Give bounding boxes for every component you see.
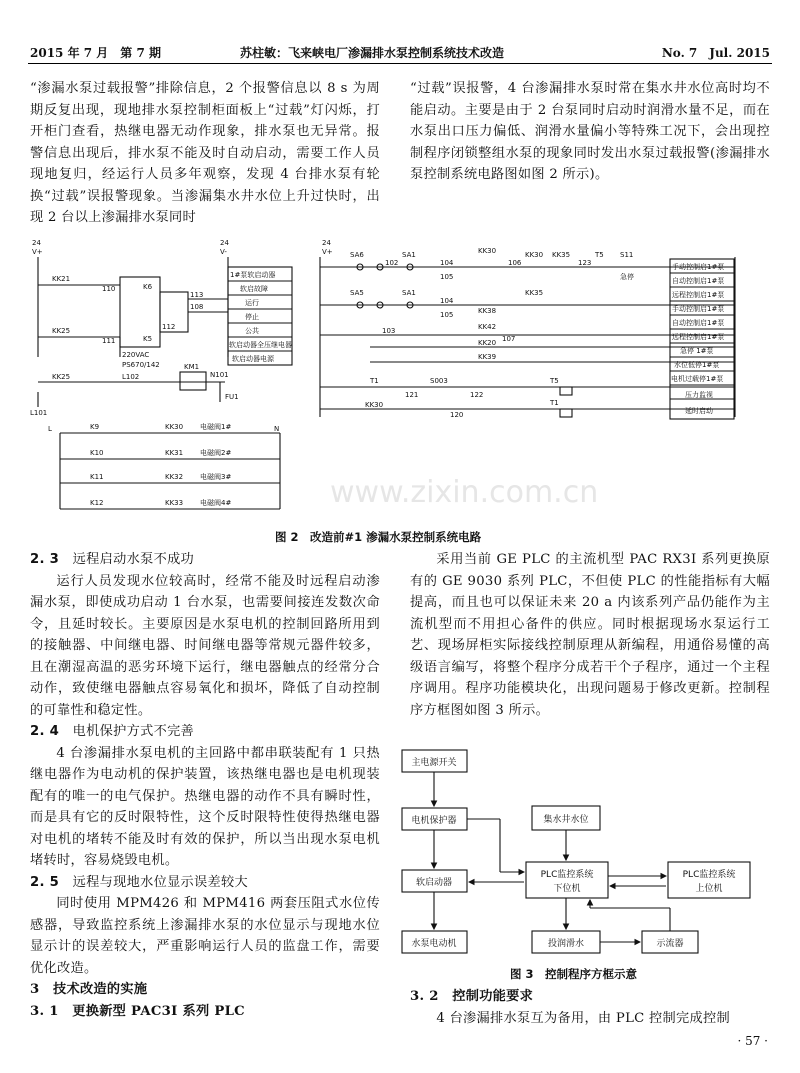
fig2-label: 113 [190,291,204,299]
top-right-paragraph: “过载”误报警，4 台渗漏排水泵时常在集水井水位高时均不能启动。主要是由于 2 台泵同时启动时润滑水量不足，而在水泵出口压力偏低、润滑水量偏小等特殊工况下，会出现控制程序闭锁整组水泵的现象同时发出水泵过载报警(渗漏排水泵控制系统电路图如图 2 所示)。 [410,81,770,182]
fig2-legend-item: 停止 [245,313,259,321]
fig2-label: 103 [382,327,396,335]
fig2-legend-item: 1#泵软启动器 [230,271,276,279]
fig2-label: L101 [30,409,48,417]
fig2-label: SA1 [402,251,416,259]
fig2-legend-item: 手动控制启1#泵 [672,263,725,271]
running-header [30,44,770,62]
fig2-label: 107 [502,335,516,343]
box-flow-indicator-label: 示流器 [656,939,684,949]
fig2-label: KK32 [165,473,184,481]
figure-3-block-diagram [400,748,770,963]
fig2-legend-item: 压力监视 [685,391,713,399]
fig2-legend-item: 公共 [245,327,259,335]
fig2-label: 105 [440,273,454,281]
fig2-label: 112 [162,323,176,331]
box-sump-level-label: 集水井水位 [543,815,589,825]
fig2-label: 电磁阀3# [200,473,232,481]
fig2-label: 电磁阀1# [200,423,232,431]
fig2-label: 24 [220,239,229,247]
fig2-label: V+ [32,248,43,256]
section-3-2-heading: 3. 2 控制功能要求 [410,989,534,1004]
fig2-legend-item: 电机过载停1#泵 [671,375,724,383]
fig2-label: 105 [440,311,454,319]
fig2-legend-item: 延时启动 [685,407,713,415]
figure-3-caption: 图 3 控制程序方框示意 [510,967,638,981]
box-plc-lower-label-2: 下位机 [553,884,581,894]
header-title: 苏柱敏：飞来峡电厂渗漏排水泵控制系统技术改造 [240,46,505,60]
header-rule [28,63,772,64]
fig2-label: K11 [90,473,104,481]
fig2-legend-item: 急停 1#泵 [680,347,714,355]
fig2-label: K9 [90,423,100,431]
section-2-4-heading: 2. 4 电机保护方式不完善 [30,724,195,739]
fig2-label: KK33 [165,499,184,507]
fig2-legend-item: 软启动器全压继电器 [229,341,292,349]
watermark: www.zixin.com.cn [330,475,599,510]
header-date: 2015 年 7 月 第 7 期 [30,46,161,60]
fig2-label: 104 [440,259,454,267]
fig2-label: KK25 [52,373,71,381]
fig2-label: 111 [102,337,116,345]
fig2-label: T5 [595,251,604,259]
section-3-heading: 3 技术改造的实施 [30,982,148,997]
fig2-legend-item: 水位低停1#泵 [674,361,720,369]
fig2-label: SA1 [402,289,416,297]
fig2-label: N [274,425,280,433]
box-pump-motor-label: 水泵电动机 [411,939,457,949]
fig2-label: L [48,425,52,433]
fig2-label: FU1 [225,393,239,401]
fig2-legend-item: 软启动器电源 [232,355,274,363]
fig2-label: KK35 [525,289,544,297]
fig2-label: KK30 [365,401,384,409]
fig2-label: K12 [90,499,104,507]
fig2-label: 121 [405,391,419,399]
fig2-label: 110 [102,285,116,293]
fig2-label: SA5 [350,289,364,297]
fig2-label: SA6 [350,251,364,259]
header-issue: No. 7 Jul. 2015 [661,46,770,60]
figure-2-labels [30,239,724,507]
fig2-label: T1 [370,377,379,385]
fig2-label: L102 [122,373,140,381]
fig2-label: K6 [143,283,153,291]
section-2-3-heading: 2. 3 远程启动水泵不成功 [30,552,195,567]
fig2-label: 108 [190,303,204,311]
figure-2-caption: 图 2 改造前#1 渗漏水泵控制系统电路 [275,530,482,544]
fig2-label: KK42 [478,323,497,331]
box-lube-water-label: 投润滑水 [547,939,585,949]
box-motor-protector-label: 电机保护器 [411,816,457,826]
fig2-label: 102 [385,259,399,267]
box-power-label: 主电源开关 [411,758,457,768]
fig2-label: S11 [620,251,634,259]
box-soft-starter-label: 软启动器 [415,878,453,888]
fig2-label: N101 [210,371,229,379]
fig2-label: K5 [143,335,153,343]
fig2-label: 急停 [620,273,634,281]
section-2-3-text: 运行人员发现水位较高时，经常不能及时远程启动渗漏水泵，即使成功启动 1 台水泵，也需要间接连发数次命令，且延时较长。主要原因是水泵电机的控制回路所用到的接触器、中间继电器、时间继电器等常规元器件较多，且在潮湿高温的恶劣环境下运行，继电器触点的经常分合动作，致使继电器触点容易氧化和损坏，降低了自动控制的可靠性和稳定性。 [30,573,380,718]
fig2-legend-item: 自动控制启1#泵 [672,277,725,285]
fig2-label: S003 [430,377,448,385]
fig2-label: K10 [90,449,104,457]
fig2-label: KK35 [552,251,571,259]
fig2-label: 106 [508,259,522,267]
fig2-label: 电磁阀4# [200,499,232,507]
fig2-legend-item: 软启故障 [240,285,268,293]
fig2-label: KK25 [52,327,71,335]
fig2-label: 220VAC [122,351,150,359]
section-3-1-heading: 3. 1 更换新型 PAC3I 系列 PLC [30,1003,245,1019]
fig2-legend-item: 手动控制启1#泵 [672,305,725,313]
fig2-label: 24 [322,239,331,247]
fig2-legend-item: 自动控制启1#泵 [672,319,725,327]
fig2-label: 24 [32,239,41,247]
top-left-paragraph: “渗漏水泵过载报警”排除信息，2 个报警信息以 8 s 为周期反复出现，现地排水泵控制柜面板上“过载”灯闪烁，打开柜门查看，热继电器无动作现象，排水泵也无异常。报警信息出现后，排水泵不能及时自动启动，需要工作人员现地复归，经运行人员多年观察，发现 4 台排水泵有轮换“过载”误报警现象。当渗漏集水井水位上升过快时，出现 2 台以上渗漏排水泵同时 [30,81,380,225]
fig2-label: KK20 [478,339,497,347]
section-3-1-text: 采用当前 GE PLC 的主流机型 PAC RX3I 系列更换原有的 GE 9030 系列 PLC，不但使 PLC 的性能指标有大幅提高，而且也可以保证未来 20 a 内该系列产品仍能作为主流机型而不用担心备件的供应。同时根据现场水泵运行工艺、现场屏柜实际接线控制原理从新编程，用通俗易懂的高级语言编写，将整个程序分成若干个子程序，通过一个主程序调用。程序功能模块化，出现问题易于修改更新。控制程序方框图如图 3 所示。 [410,552,770,718]
box-plc-upper-label-2: 上位机 [695,884,723,894]
fig2-label: KK30 [165,423,184,431]
section-3-2-text: 4 台渗漏排水泵互为备用，由 PLC 控制完成控制 [436,1010,730,1026]
fig2-label: 电磁阀2# [200,449,232,457]
right-column [410,549,770,721]
section-3-2 [410,986,770,1029]
fig2-label: PS670/142 [122,361,160,369]
fig2-label: KK30 [478,247,497,255]
fig2-label: KM1 [184,363,200,371]
fig2-label: T5 [550,377,559,385]
fig2-label: 120 [450,411,464,419]
fig2-label: 123 [578,259,592,267]
box-plc-upper-label-1: PLC监控系统 [682,870,736,880]
fig2-label: V+ [322,248,333,256]
box-plc-lower-label-1: PLC监控系统 [540,870,594,880]
fig2-label: T1 [550,399,559,407]
left-column [30,549,380,1022]
fig2-legend-item: 远程控制启1#泵 [672,291,725,299]
fig2-legend-item: 运行 [245,299,259,307]
figure-2-circuit [30,237,770,527]
fig2-label: 104 [440,297,454,305]
fig2-label: KK39 [478,353,497,361]
section-2-4-text: 4 台渗漏排水泵电机的主回路中都串联装配有 1 只热继电器作为电动机的保护装置，该热继电器也是电机现装配有的唯一的电气保护。热继电器的动作不具有瞬时性，而是具有它的反时限特性，这个反时限特性使得热继电器对电机的堵转不能及时有效的保护，所以当出现水泵电机堵转时，容易烧毁电机。 [30,745,380,868]
section-2-5-text: 同时使用 MPM426 和 MPM416 两套压阻式水位传感器，导致监控系统上渗漏排水泵的水位显示与现地水位显示计的误差较大，严重影响运行人员的监盘工作，需要优化改造。 [30,896,380,976]
fig2-label: V- [220,248,227,256]
fig2-label: KK31 [165,449,184,457]
fig2-label: 122 [470,391,484,399]
fig2-label: KK30 [525,251,544,259]
fig2-label: KK38 [478,307,497,315]
section-2-5-heading: 2. 5 远程与现地水位显示误差较大 [30,874,248,890]
fig2-label: KK21 [52,275,71,283]
fig2-legend-item: 远程控制启1#泵 [672,333,725,341]
page-number: · 57 · [737,1034,768,1048]
